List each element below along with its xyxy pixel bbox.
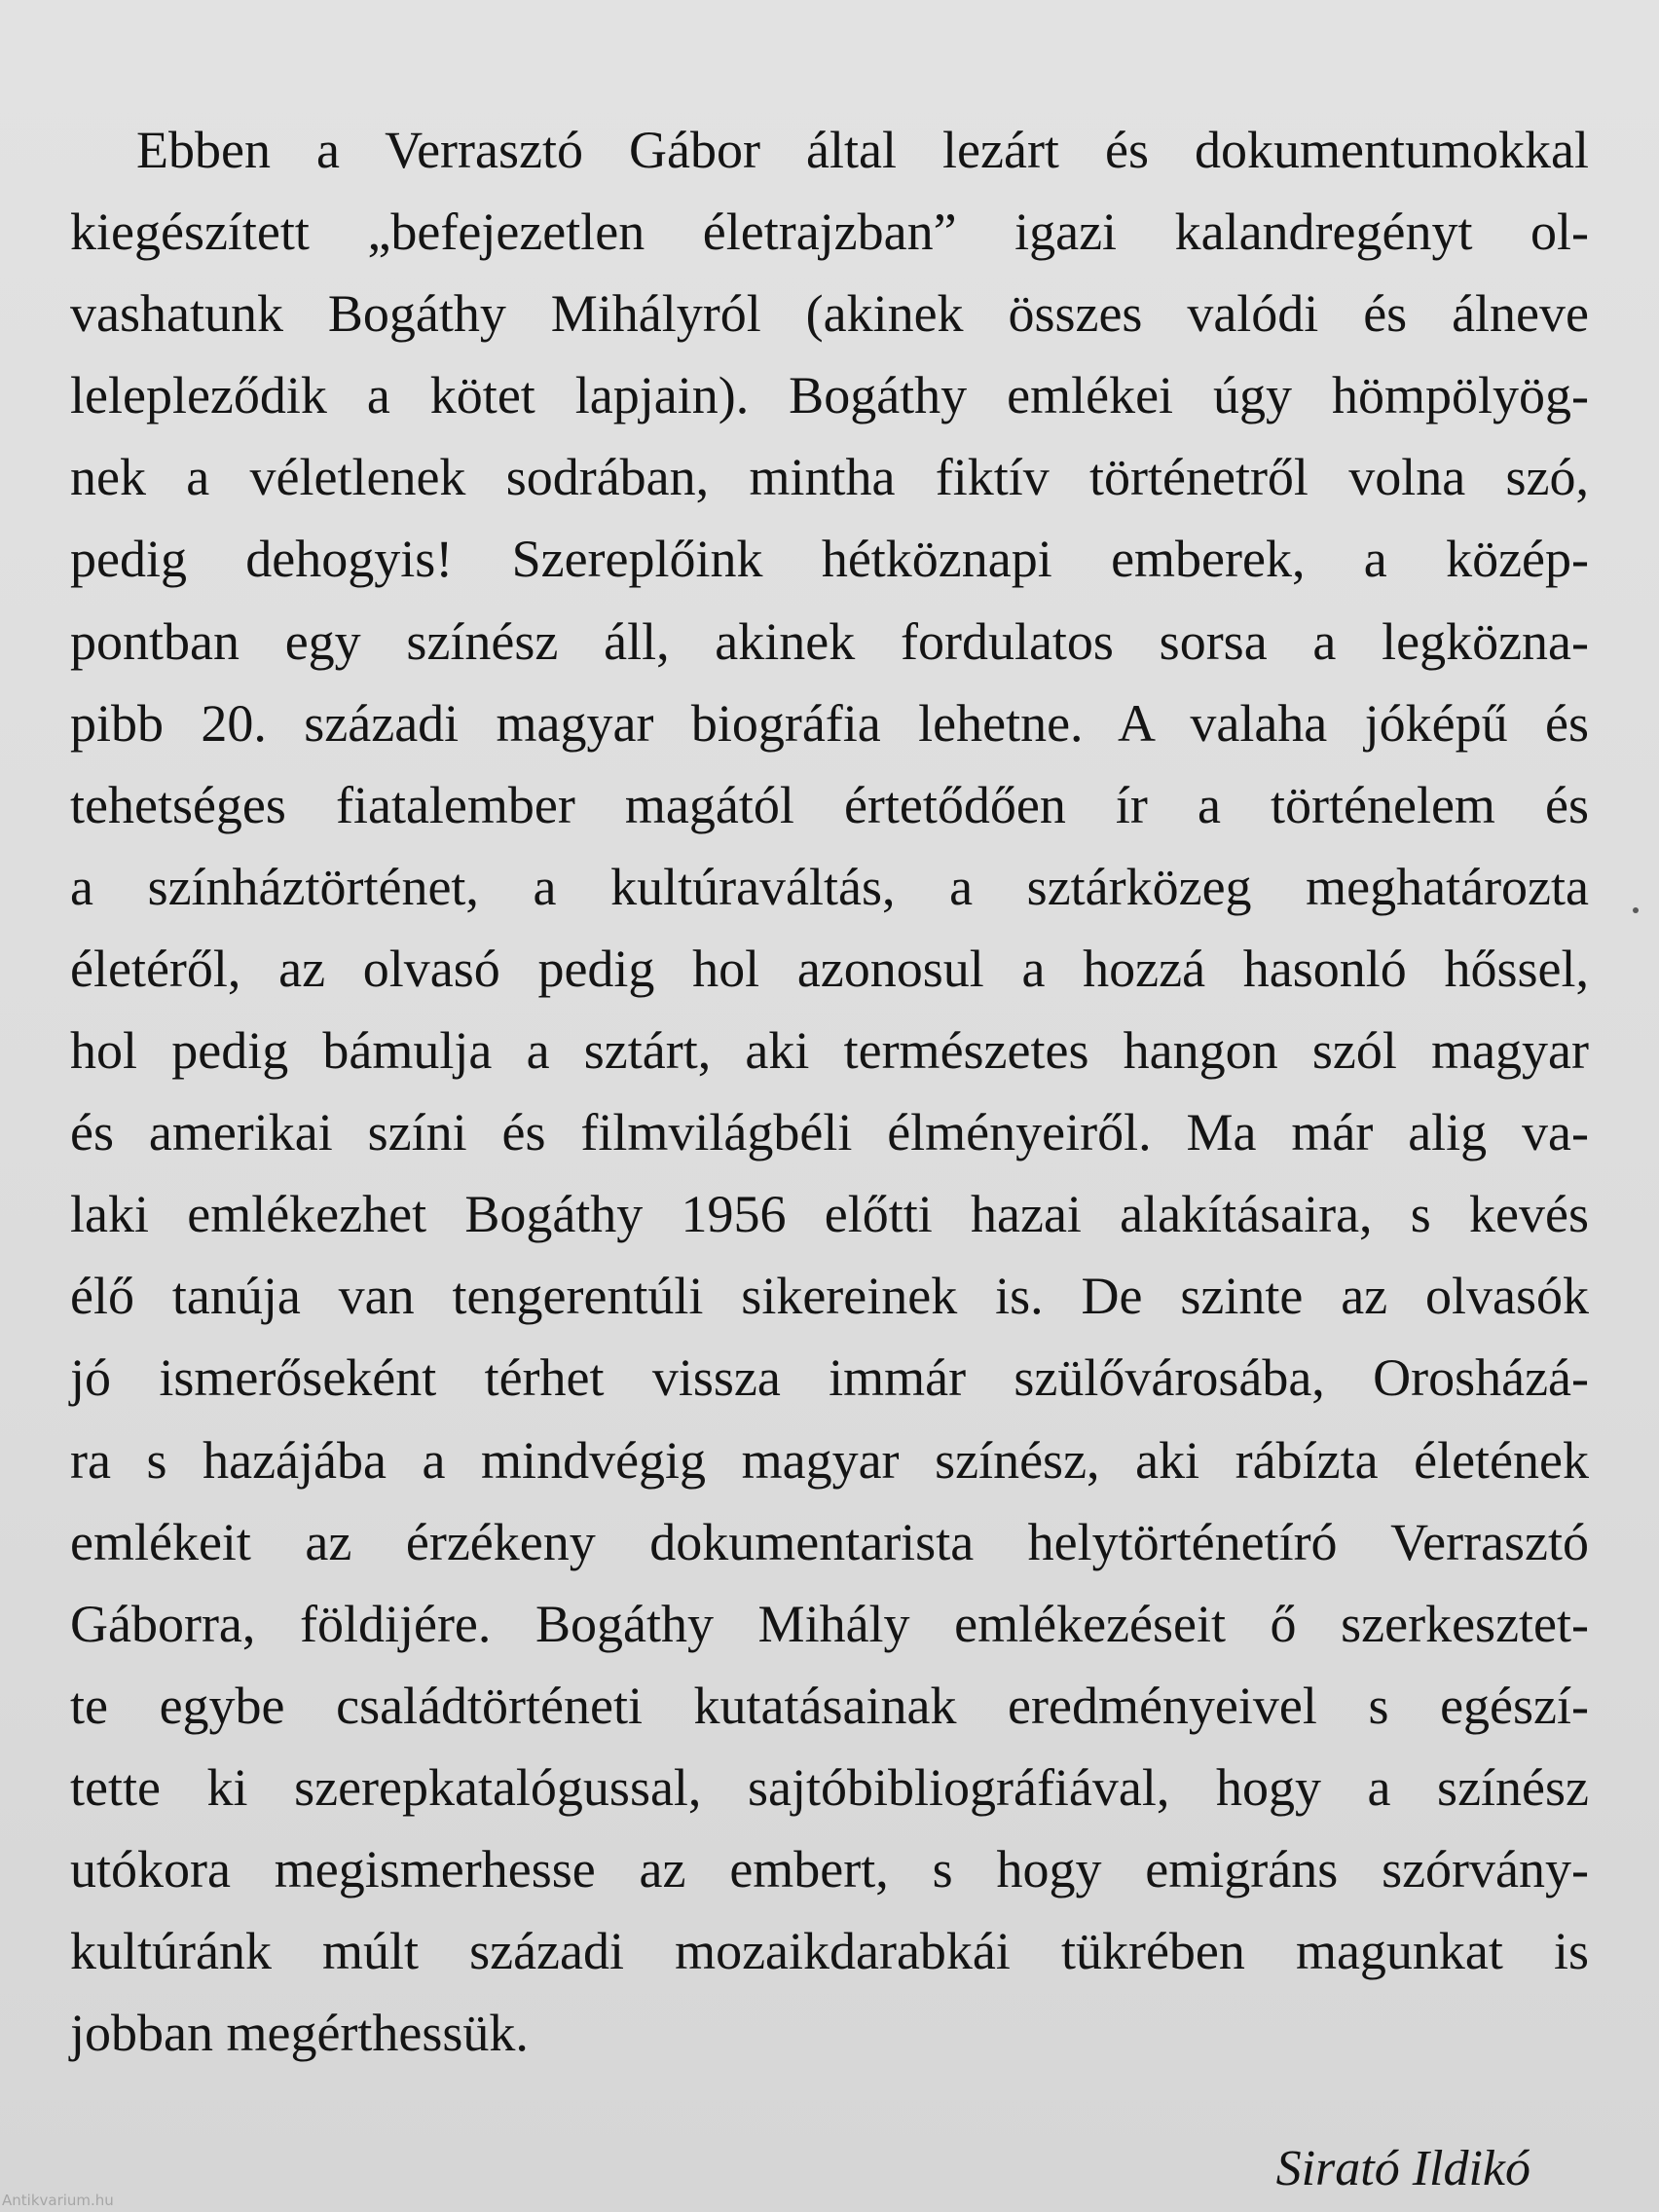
- text-line: laki emlékezhet Bogáthy 1956 előtti hazai alakításaira, s kevés: [70, 1185, 1589, 1244]
- text-line: Gáborra, földijére. Bogáthy Mihály emlékezéseit ő szerkesztet-: [70, 1594, 1589, 1653]
- body-paragraph: [70, 109, 1589, 2074]
- text-line: kiegészített „befejezetlen életrajzban” igazi kalandregényt ol-: [70, 203, 1589, 262]
- author-signature: Sirató Ildikó: [1275, 2141, 1530, 2196]
- text-line: hol pedig bámulja a sztárt, aki természetes hangon szól magyar: [70, 1021, 1589, 1081]
- text-line: pontban egy színész áll, akinek fordulatos sorsa a legközna-: [70, 611, 1589, 671]
- text-line: jó ismerőseként térhet vissza immár szülővárosába, Orosházá-: [70, 1348, 1589, 1408]
- text-line: jobban megérthessük.: [70, 2004, 529, 2063]
- text-line: vashatunk Bogáthy Mihályról (akinek összes valódi és álneve: [70, 284, 1589, 344]
- text-line: és amerikai színi és filmvilágbéli élményeiről. Ma már alig va-: [70, 1103, 1589, 1162]
- text-line: pibb 20. századi magyar biográfia lehetne. A valaha jóképű és: [70, 693, 1589, 753]
- text-line: a színháztörténet, a kultúraváltás, a sztárközeg meghatározta: [70, 857, 1589, 916]
- text-line: tette ki szerepkatalógussal, sajtóbibliográfiával, hogy a színész: [70, 1757, 1589, 1817]
- text-line: pedig dehogyis! Szereplőink hétköznapi emberek, a közép-: [70, 530, 1589, 589]
- text-line: élő tanúja van tengerentúli sikereinek is. De szinte az olvasók: [70, 1267, 1589, 1326]
- text-line: te egybe családtörténeti kutatásainak eredményeivel s egészí-: [70, 1676, 1589, 1735]
- text-line: tehetséges fiatalember magától értetődően ír a történelem és: [70, 775, 1589, 834]
- text-line: utókora megismerhesse az embert, s hogy emigráns szórvány-: [70, 1839, 1589, 1899]
- text-line: életéről, az olvasó pedig hol azonosul a hozzá hasonló hőssel,: [70, 939, 1589, 998]
- text-line: emlékeit az érzékeny dokumentarista helytörténetíró Verrasztó: [70, 1512, 1589, 1571]
- text-line: Ebben a Verrasztó Gábor által lezárt és dokumentumokkal: [136, 121, 1589, 179]
- text-line: lelepleződik a kötet lapjain). Bogáthy emlékei úgy hömpölyög-: [70, 366, 1589, 425]
- text-line: nek a véletlenek sodrában, mintha fiktív történetről volna szó,: [70, 448, 1589, 507]
- text-line: ra s hazájába a mindvégig magyar színész, aki rábízta életének: [70, 1430, 1589, 1490]
- dust-speck: [1633, 907, 1639, 913]
- text-line: kultúránk múlt századi mozaikdarabkái tükrében magunkat is: [70, 1922, 1589, 1981]
- watermark: Antikvarium.hu: [2, 2192, 114, 2209]
